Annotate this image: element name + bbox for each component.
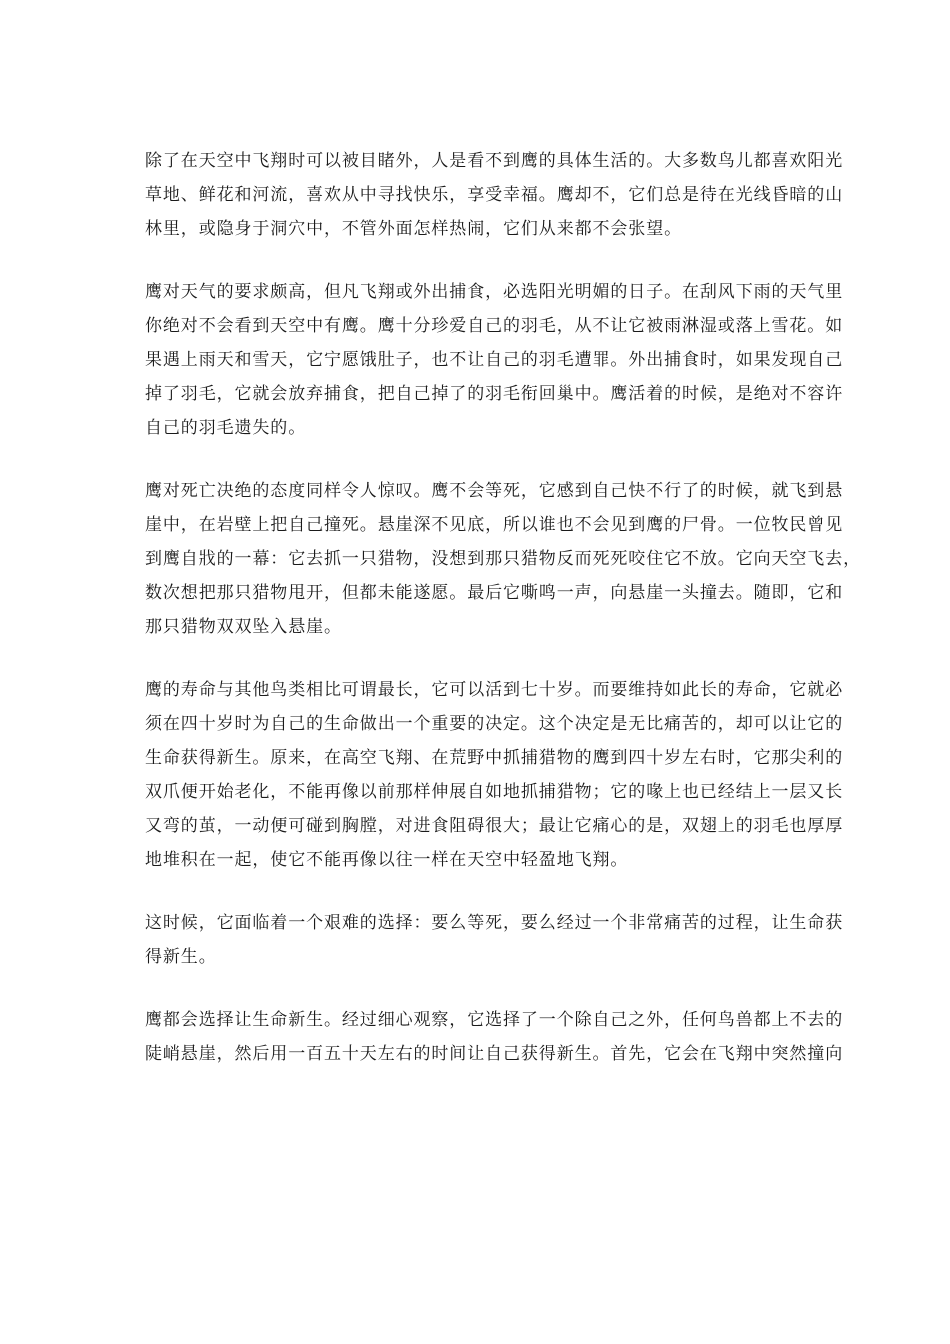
text-line: 鹰都会选择让生命新生。经过细心观察，它选择了一个除自己之外，任何鸟兽都上不去的 bbox=[145, 1010, 844, 1030]
text-line: 林里，或隐身于洞穴中，不管外面怎样热闹，它们从来都不会张望。 bbox=[145, 219, 682, 239]
paragraph-3 bbox=[145, 474, 861, 644]
text-line: 那只猎物双双坠入悬崖。 bbox=[145, 617, 342, 637]
text-line: 草地、鲜花和河流，喜欢从中寻找快乐，享受幸福。鹰却不，它们总是待在光线昏暗的山 bbox=[145, 185, 844, 205]
document-body bbox=[145, 144, 861, 1100]
text-line: 又弯的茧，一动便可碰到胸膛，对进食阻碍很大；最让它痛心的是，双翅上的羽毛也厚厚 bbox=[145, 816, 844, 836]
text-line: 鹰的寿命与其他鸟类相比可谓最长，它可以活到七十岁。而要维持如此长的寿命，它就必 bbox=[145, 680, 844, 700]
text-line: 鹰对死亡决绝的态度同样令人惊叹。鹰不会等死，它感到自己快不行了的时候，就飞到悬 bbox=[145, 481, 844, 501]
paragraph-4 bbox=[145, 673, 844, 877]
text-line: 你绝对不会看到天空中有鹰。鹰十分珍爱自己的羽毛，从不让它被雨淋湿或落上雪花。如 bbox=[145, 316, 844, 336]
text-line: 数次想把那只猎物甩开，但都未能遂愿。最后它嘶鸣一声，向悬崖一头撞去。随即，它和 bbox=[145, 583, 844, 603]
text-line: 生命获得新生。原来，在高空飞翔、在荒野中抓捕猎物的鹰到四十岁左右时，它那尖利的 bbox=[145, 748, 844, 768]
paragraph-2 bbox=[145, 275, 844, 445]
text-line: 果遇上雨天和雪天，它宁愿饿肚子，也不让自己的羽毛遭罪。外出捕食时，如果发现自己 bbox=[145, 350, 844, 370]
text-line: 这时候，它面临着一个艰难的选择：要么等死，要么经过一个非常痛苦的过程，让生命获 bbox=[145, 913, 844, 933]
text-line: 除了在天空中飞翔时可以被目睹外，人是看不到鹰的具体生活的。大多数鸟儿都喜欢阳光 bbox=[145, 151, 844, 171]
text-line: 自己的羽毛遗失的。 bbox=[145, 418, 307, 438]
paragraph-5 bbox=[145, 906, 844, 974]
text-line: 得新生。 bbox=[145, 947, 217, 967]
text-line: 鹰对天气的要求颇高，但凡飞翔或外出捕食，必选阳光明媚的日子。在刮风下雨的天气里 bbox=[145, 282, 844, 302]
text-line: 到鹰自戕的一幕：它去抓一只猎物，没想到那只猎物反而死死咬住它不放。它向天空飞去， bbox=[145, 549, 861, 569]
text-line: 陡峭悬崖，然后用一百五十天左右的时间让自己获得新生。首先，它会在飞翔中突然撞向 bbox=[145, 1044, 844, 1064]
text-line: 须在四十岁时为自己的生命做出一个重要的决定。这个决定是无比痛苦的，却可以让它的 bbox=[145, 714, 844, 734]
text-line: 崖中，在岩壁上把自己撞死。悬崖深不见底，所以谁也不会见到鹰的尸骨。一位牧民曾见 bbox=[145, 515, 844, 535]
paragraph-6 bbox=[145, 1003, 844, 1071]
text-line: 双爪便开始老化，不能再像以前那样伸展自如地抓捕猎物；它的喙上也已经结上一层又长 bbox=[145, 782, 844, 802]
paragraph-1 bbox=[145, 144, 844, 246]
text-line: 地堆积在一起，使它不能再像以往一样在天空中轻盈地飞翔。 bbox=[145, 850, 629, 870]
text-line: 掉了羽毛，它就会放弃捕食，把自己掉了的羽毛衔回巢中。鹰活着的时候，是绝对不容许 bbox=[145, 384, 844, 404]
